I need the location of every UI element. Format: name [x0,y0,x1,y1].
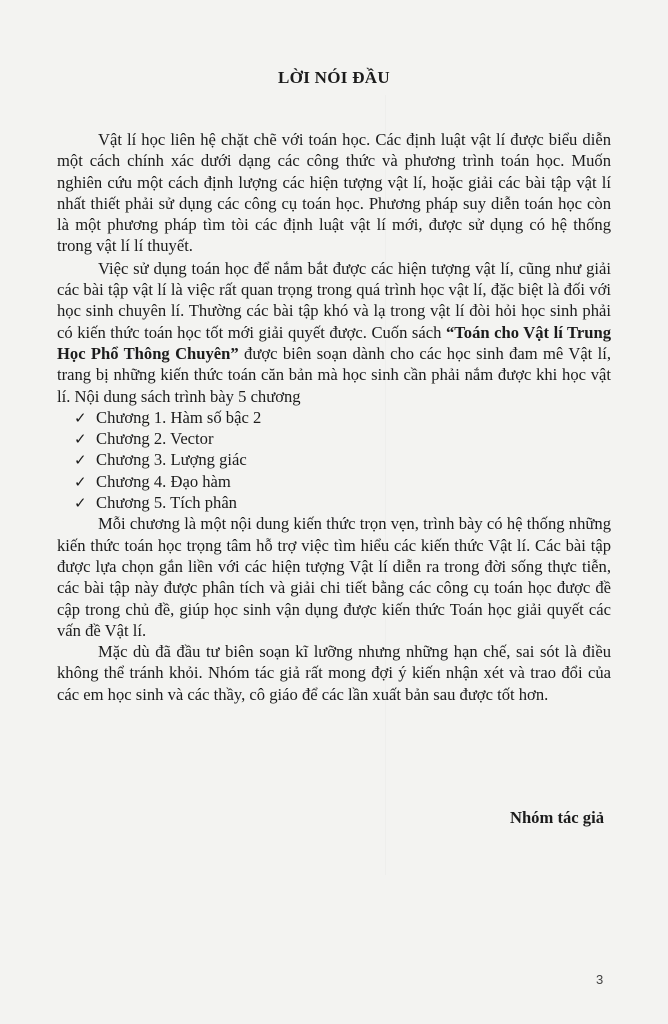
checkmark-icon: ✓ [74,408,87,427]
list-item [74,428,611,449]
list-item [74,407,611,428]
checkmark-icon: ✓ [74,472,87,491]
chapter-label: Chương 1. Hàm số bậc 2 [96,407,262,427]
chapter-label: Chương 3. Lượng giác [96,450,247,470]
checkmark-icon: ✓ [74,494,87,513]
page-title: LỜI NÓI ĐẦU [278,68,390,87]
paragraph-1: Vật lí học liên hệ chặt chẽ với toán học. Các định luật vật lí được biểu diễn một cách chính xác dưới dạng các công thức và phương trình toán học. Muốn nghiên cứu một cách định lượng các hiện tượng vật lí, hoặc giải các bài tập vật lí nhất thiết phải sử dụng các công cụ toán học. Phương pháp suy diễn toán học còn là một phương pháp tìm tòi các định luật vật lí mới, được sử dụng có hệ thống trong vật lí lí thuyết. [57,130,611,256]
paragraph-2-outro: được biên soạn dành cho các học sinh đam mê Vật lí, trang bị những kiến thức toán căn bản mà học sinh cần phải nắm được khi học vật lí. Nội dung sách trình bày 5 chương [57,343,612,406]
page-number: 3 [596,972,604,987]
chapter-label: Chương 2. Vector [96,429,214,449]
paragraph-2 [57,258,611,407]
book-title: “Toán cho Vật lí Trung Học Phổ Thông Chuyên” [57,322,612,363]
list-item [74,471,611,492]
paragraph-4: Mặc dù đã đầu tư biên soạn kĩ lưỡng nhưng những hạn chế, sai sót là điều không thể tránh khỏi. Nhóm tác giả rất mong đợi ý kiến nhận xét và trao đổi của các em học sinh và các thầy, cô giáo để các lần xuất bản sau được tốt hơn. [57,642,611,704]
paragraph-3: Mỗi chương là một nội dung kiến thức trọn vẹn, trình bày có hệ thống những kiến thức toán học trọng tâm hỗ trợ việc tìm hiểu các kiến thức Vật lí. Các bài tập được lựa chọn gắn liền với các hiện tượng Vật lí diễn ra trong đời sống thực tiễn, các bài tập này được phân tích và giải chi tiết bằng các công cụ toán học được đề cập trong chủ đề, giúp học sinh vận dụng được kiến thức Toán học giải quyết các vấn đề Vật lí. [57,514,611,640]
list-item [74,449,611,470]
list-item [74,492,611,513]
paragraph-2-intro: Việc sử dụng toán học để nắm bắt được các hiện tượng vật lí, cũng như giải các bài tập vật lí là việc rất quan trọng trong quá trình học vật lí, đặc biệt là đối với học sinh chuyên lí. Thường các bài tập khó và lạ trong vật lí đòi hỏi học sinh phải có kiến thức toán học tốt mới giải quyết được. Cuốn sách [57,258,611,342]
chapter-label: Chương 5. Tích phân [96,493,237,513]
author-signature: Nhóm tác giả [509,808,604,827]
checkmark-icon: ✓ [74,430,87,449]
checkmark-icon: ✓ [74,451,87,470]
foreword-body [57,129,611,705]
chapter-label: Chương 4. Đạo hàm [96,471,231,491]
chapter-list [57,407,611,513]
